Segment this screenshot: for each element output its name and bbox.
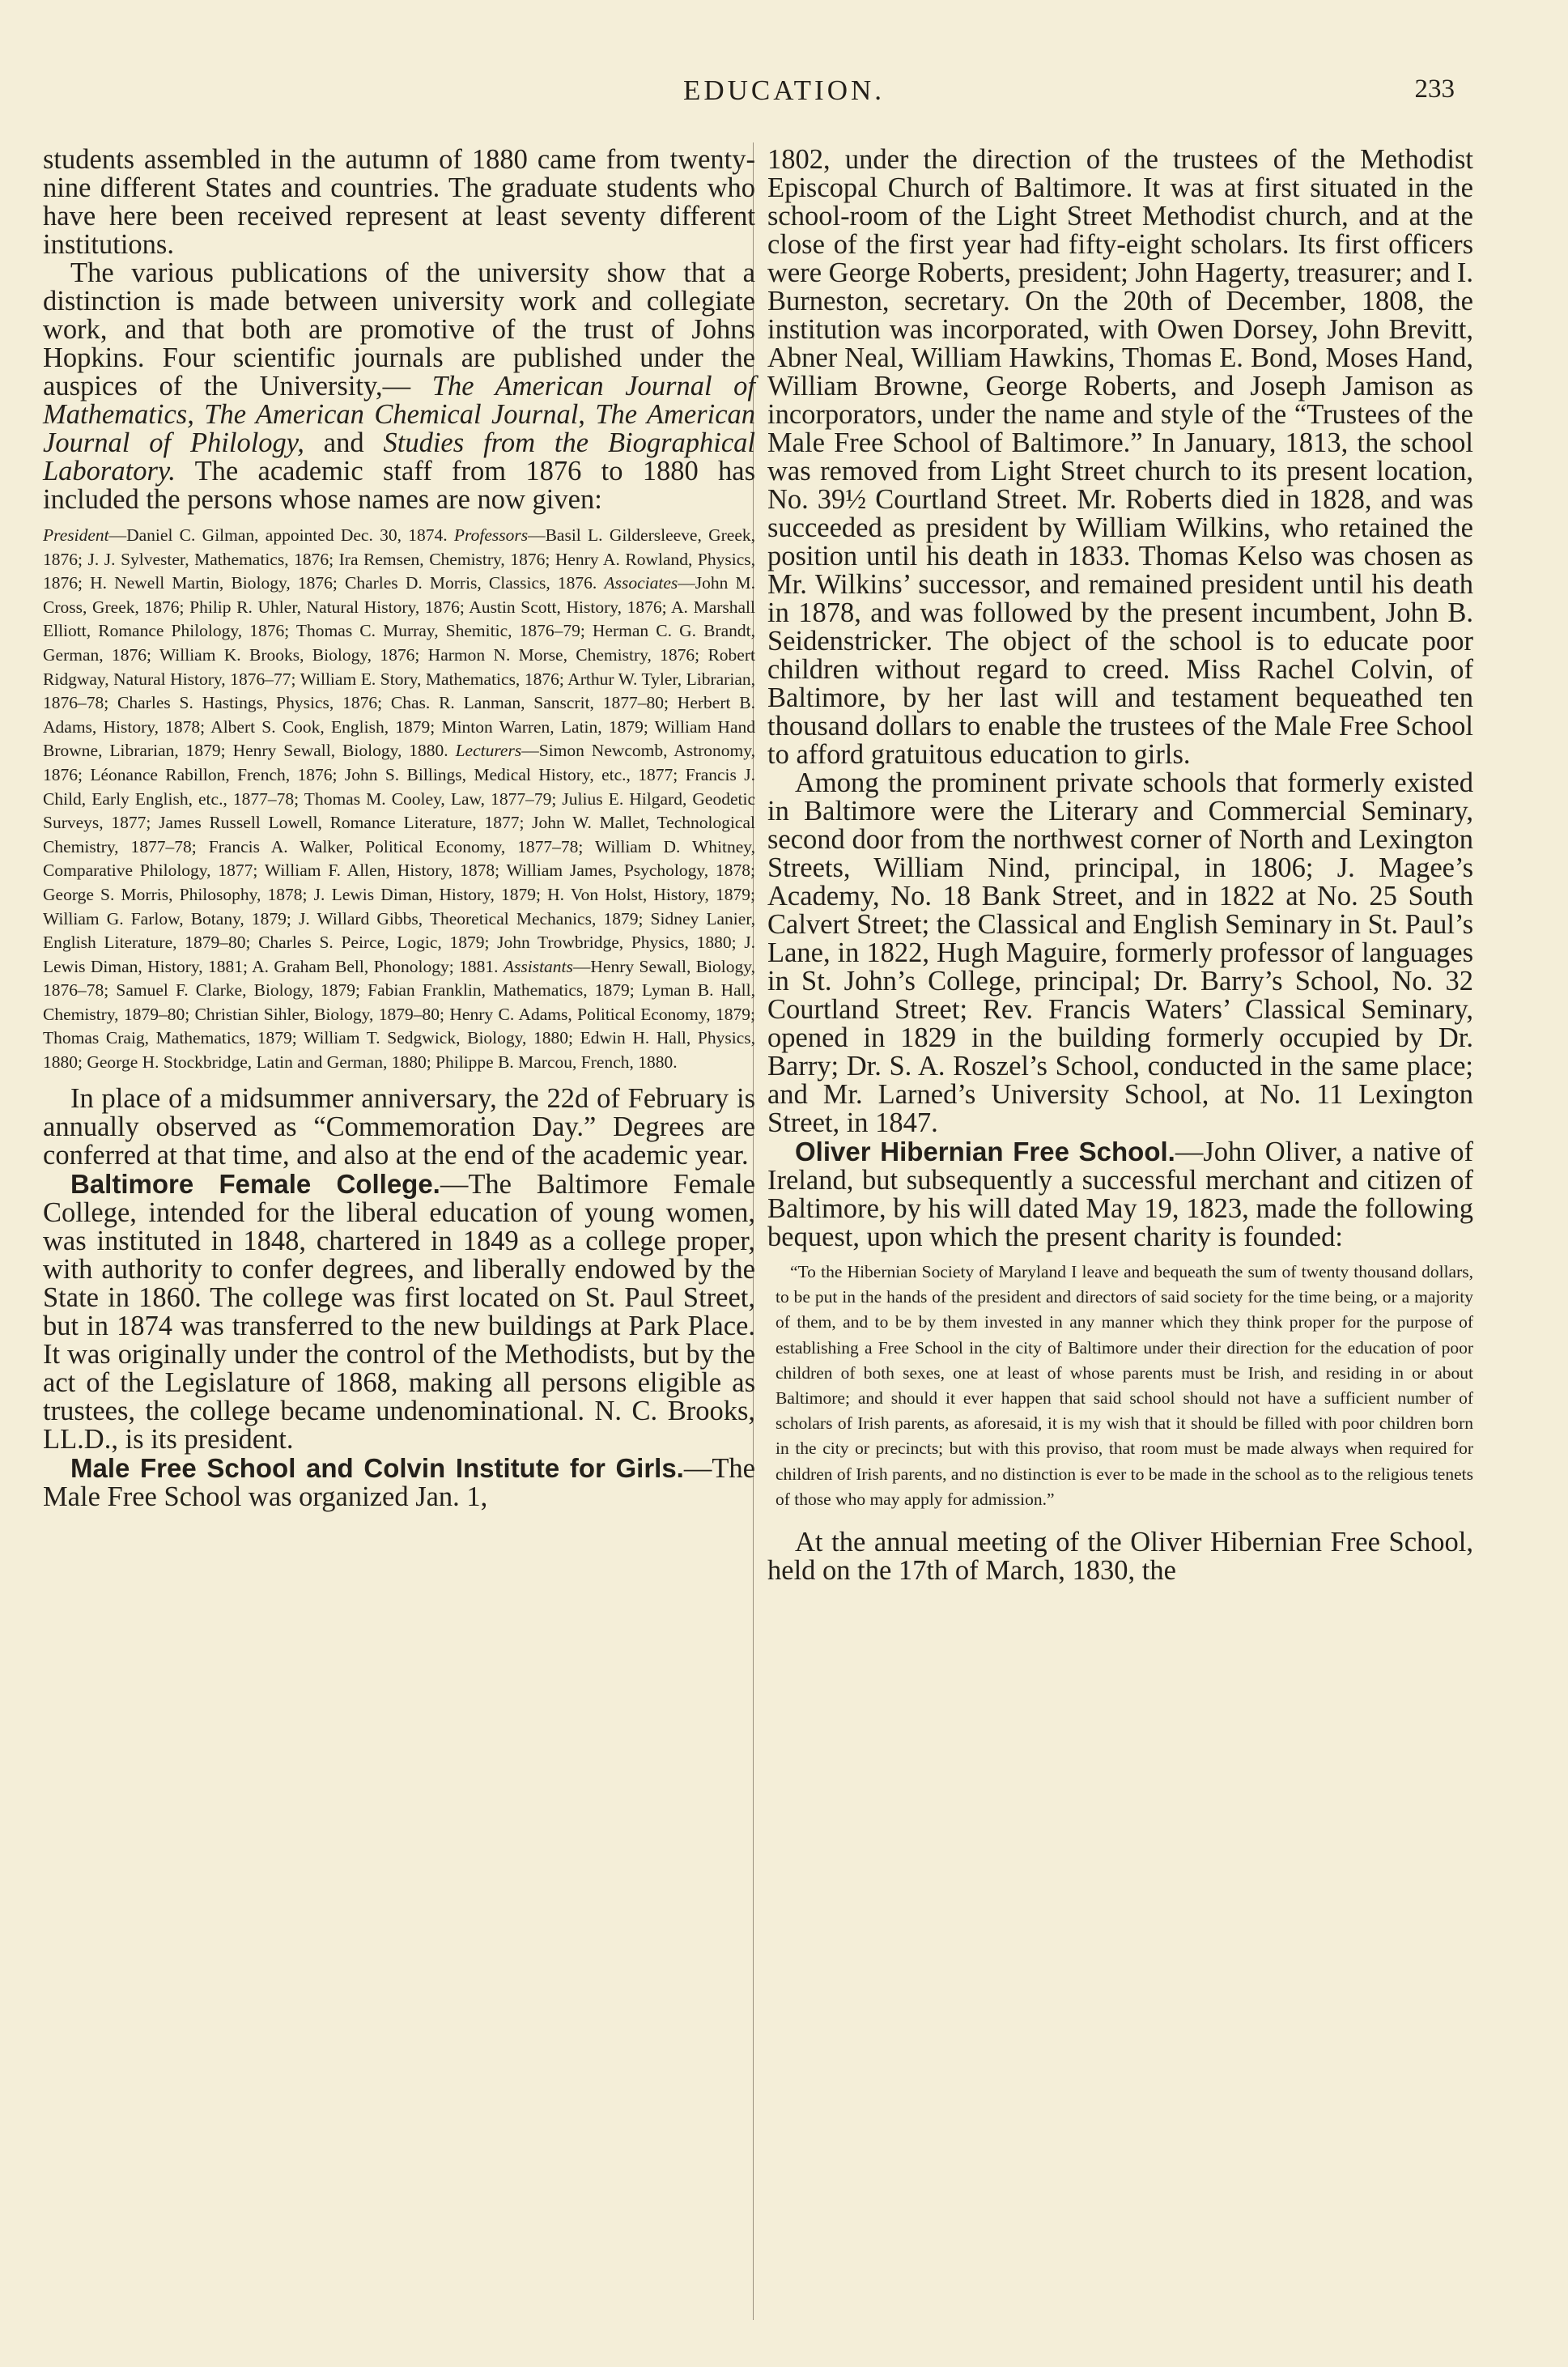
section-paragraph	[43, 1170, 755, 1454]
section-heading: Oliver Hibernian Free School.	[795, 1137, 1175, 1167]
paragraph-tail: The academic staff from 1876 to 1880 has included the persons whose names are now given:	[43, 456, 755, 515]
running-title: EDUCATION.	[682, 74, 885, 106]
staff-entry: —John M. Cross, Greek, 1876; Philip R. Uhler, Natural History, 1876; Austin Scott, History, 1876; A. Marshall Elliott, Romance Philology, 1876; Thomas C. Murray, Shemitic, 1876–79; Herman C. G. Brandt, German, 1876; William K. Brooks, Biology, 1876; Harmon N. Morse, Chemistry, 1876; Robert Ridgway, Natural History, 1876–77; William E. Story, Mathematics, 1876; Arthur W. Tyler, Librarian, 1876–78; Charles S. Hastings, Physics, 1876; Chas. R. Lanman, Sanscrit, 1877–80; Herbert B. Adams, History, 1878; Albert S. Cook, English, 1879; Minton Warren, Latin, 1879; William Hand Browne, Librarian, 1879; Henry Sewall, Biology, 1880.	[43, 573, 756, 761]
conjunction: and	[323, 427, 364, 458]
block-quote: “To the Hibernian Society of Maryland I leave and bequeath the sum of twenty thousand dollars, to be put in the hands of the president and directors of said society for the time being, or a majority of them, and to be by them invested in any manner which they think proper for the purpose of establishing a Free School in the city of Baltimore under their direction for the education of poor children of both sexes, one at least of whose parents must be Irish, and residing in or about Baltimore; and should it ever happen that said school should not have a sufficient number of scholars of Irish parents, as aforesaid, it is my wish that it should be filled with poor children born in the city or precincts; but with this proviso, that room must be made always when required for children of Irish parents, and no distinction is ever to be made in the school as to the religious tenets of those who may apply for admission.”	[776, 1262, 1473, 1509]
staff-label: President	[43, 525, 109, 545]
staff-entry: —Henry Sewall, Biology, 1876–78; Samuel F. Clarke, Biology, 1879; Fabian Franklin, Mathematics, 1879; Lyman B. Hall, Chemistry, 1879–80; Christian Sihler, Biology, 1879–80; Henry C. Adams, Political Economy, 1879; Thomas Craig, Mathematics, 1879; William T. Sedgwick, Biology, 1880; Edwin H. Hall, Physics, 1880; George H. Stockbridge, Latin and German, 1880; Philippe B. Marcou, French, 1880.	[43, 956, 756, 1073]
section-heading: Male Free School and Colvin Institute for Girls.	[70, 1452, 684, 1483]
section-body: —The Male Free School was organized Jan. 1,	[43, 1452, 755, 1512]
paragraph: At the annual meeting of the Oliver Hibernian Free School, held on the 17th of March, 1830, the	[767, 1527, 1473, 1587]
paragraph: Among the prominent private schools that formerly existed in Baltimore were the Literary and Commercial Seminary, second door from the northwest corner of North and Lexington Streets, William Nind, principal, in 1806; J. Magee’s Academy, No. 18 Bank Street, and in 1822 at No. 25 South Calvert Street; the Classical and English Seminary in St. Paul’s Lane, in 1822, Hugh Maguire, formerly professor of languages in St. John’s College, principal; Dr. Barry’s School, No. 32 Courtland Street; Rev. Francis Waters’ Classical Seminary, opened in 1829 in the building formerly occupied by Dr. Barry; Dr. S. A. Roszel’s School, conducted in the same place; and Mr. Larned’s University School, at No. 11 Lexington Street, in 1847.	[767, 767, 1473, 1138]
right-column	[767, 146, 1473, 1585]
staff-entry: —Basil L. Gildersleeve, Greek, 1876; J. J. Sylvester, Mathematics, 1876; Ira Remsen, Chemistry, 1876; Henry A. Rowland, Physics, 1876; H. Newell Martin, Biology, 1876; Charles D. Morris, Classics, 1876.	[43, 525, 755, 593]
section-paragraph	[767, 1137, 1473, 1251]
staff-list	[43, 524, 755, 1075]
staff-entry: —Simon Newcomb, Astronomy, 1876; Léonance Rabillon, French, 1876; John S. Billings, Medical History, etc., 1877; Francis J. Child, Early English, etc., 1877–78; Thomas M. Cooley, Law, 1877–79; Julius E. Hilgard, Geodetic Surveys, 1877; James Russell Lowell, Romance Literature, 1877; John W. Mallet, Technological Chemistry, 1877–78; Francis A. Walker, Political Economy, 1877–78; William D. Whitney, Comparative Philology, 1877; William F. Allen, History, 1878; William James, Psychology, 1878; George S. Morris, Philosophy, 1878; J. Lewis Diman, History, 1879; H. Von Holst, History, 1879; William G. Farlow, Botany, 1879; J. Willard Gibbs, Theoretical Mechanics, 1879; Sidney Lanier, English Literature, 1879–80; Charles S. Peirce, Logic, 1879; John Trowbridge, Physics, 1880; J. Lewis Diman, History, 1881; A. Graham Bell, Phonology; 1881.	[43, 741, 756, 976]
publications-paragraph	[43, 259, 755, 514]
page-header	[0, 74, 1568, 112]
journal-title: The American Journal of Mathematics,	[43, 371, 756, 430]
journal-title: The American Journal of Philology,	[43, 399, 756, 458]
section-heading: Baltimore Female College.	[70, 1168, 440, 1199]
section-paragraph	[43, 1454, 755, 1511]
paragraph: In place of a midsummer anniversary, the 22d of February is annually observed as “Commemoration Day.” Degrees are conferred at that time, and also at the end of the academic year.	[43, 1082, 755, 1171]
paragraph: students assembled in the autumn of 1880 came from twenty-nine different States and countries. The graduate students who have here been received represent at least seventy different institutions.	[43, 144, 755, 260]
staff-label: Professors	[453, 525, 529, 545]
staff-label: Lecturers	[455, 741, 522, 761]
page-number: 233	[1414, 74, 1455, 104]
left-column	[43, 146, 755, 1511]
staff-label: Assistants	[503, 956, 573, 976]
paragraph: 1802, under the direction of the trustees of the Methodist Episcopal Church of Baltimore. It was at first situated in the school-room of the Light Street Methodist church, and at the close of the first year had fifty-eight scholars. Its first officers were George Roberts, president; John Hagerty, treasurer; and I. Burneston, secretary. On the 20th of December, 1808, the institution was incorporated, with Owen Dorsey, John Brevitt, Abner Neal, William Hawkins, Thomas E. Bond, Moses Hand, William Browne, George Roberts, and Joseph Jamison as incorporators, under the name and style of the “Trustees of the Male Free School of Baltimore.” In January, 1813, the school was removed from Light Street church to its present location, No. 39½ Courtland Street. Mr. Roberts died in 1828, and was succeeded as president by William Wilkins, who retained the position until his death in 1833. Thomas Kelso was chosen as Mr. Wilkins’ successor, and remained president until his death in 1878, and was followed by the present incumbent, John B. Seidenstricker. The object of the school is to educate poor children without regard to creed. Miss Rachel Colvin, of Baltimore, by her last will and testament bequeathed ten thousand dollars to enable the trustees of the Male Free School to afford gratuitous education to girls.	[767, 144, 1473, 770]
section-body: —The Baltimore Female College, intended for the liberal education of young women, was instituted in 1848, chartered in 1849 as a college proper, with authority to confer degrees, and liberally endowed by the State in 1860. The college was first located on St. Paul Street, but in 1874 was transferred to the new buildings at Park Place. It was originally under the control of the Methodists, but by the act of the Legislature of 1868, making all persons eligible as trustees, the college became undenominational. N. C. Brooks, LL.D., is its president.	[43, 1168, 755, 1455]
staff-label: Associates	[604, 573, 678, 593]
journal-title: Studies from the Biographical Laboratory.	[43, 427, 756, 487]
staff-entry: —Daniel C. Gilman, appointed Dec. 30, 1874.	[108, 525, 448, 545]
paragraph-lead: The various publications of the university show that a distinction is made between university work and collegiate work, and that both are promotive of the trust of Johns Hopkins. Four scientific journals are published under the auspices of the University,—	[43, 257, 755, 402]
journal-title: The American Chemical Journal,	[204, 399, 585, 430]
section-body: —John Oliver, a native of Ireland, but subsequently a successful merchant and citizen of Baltimore, by his will dated May 19, 1823, made the following bequest, upon which the present charity is founded:	[767, 1137, 1473, 1252]
